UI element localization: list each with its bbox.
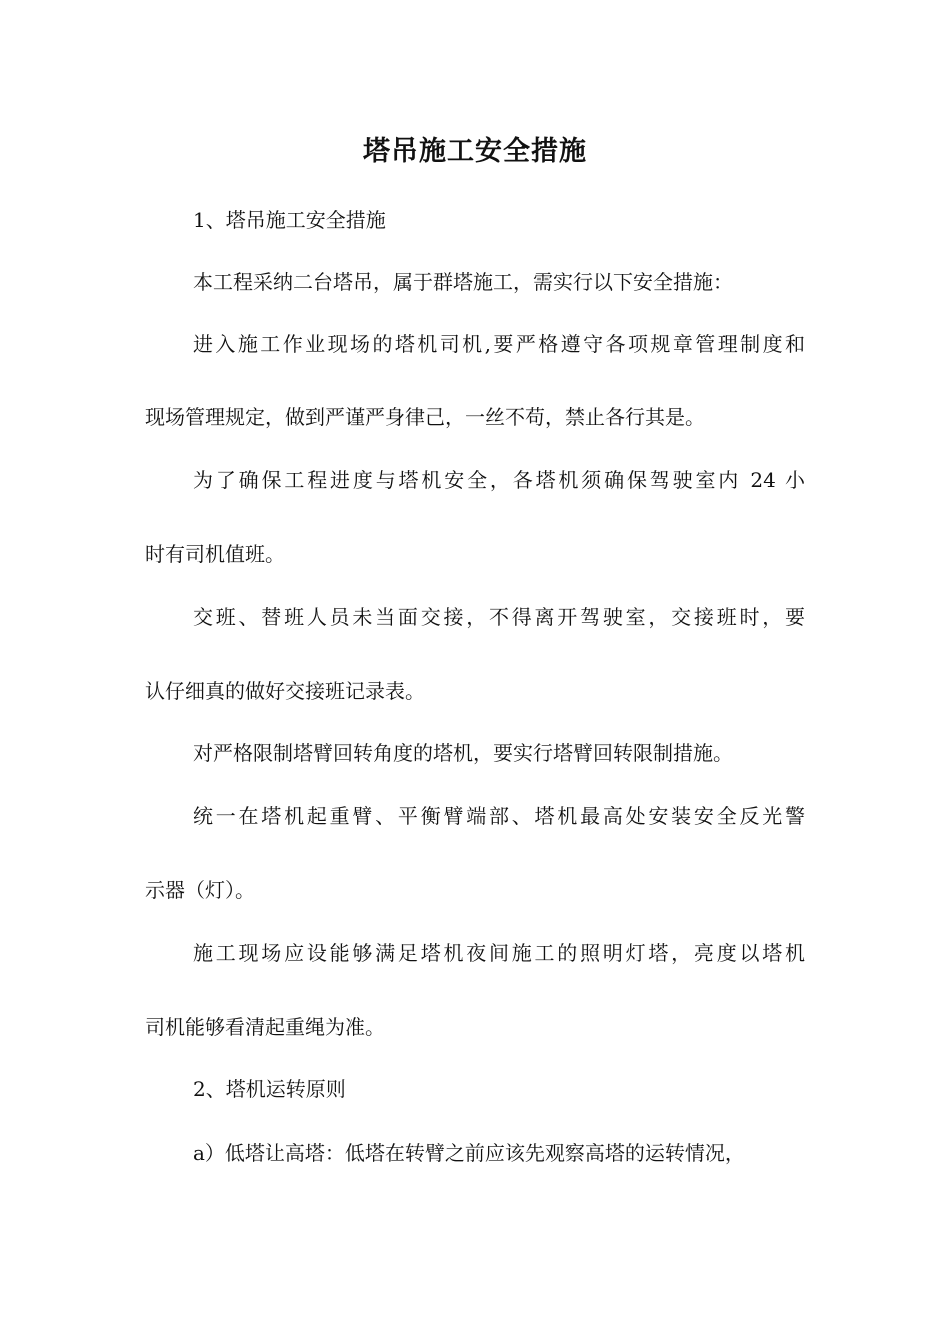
paragraph-line: 时有司机值班。	[145, 542, 285, 566]
section-heading-2: 2、塔机运转原则	[193, 1077, 346, 1101]
document-title: 塔吊施工安全措施	[363, 136, 587, 167]
paragraph-line: 本工程采纳二台塔吊，属于群塔施工，需实行以下安全措施：	[193, 270, 733, 294]
paragraph-line: 对严格限制塔臂回转角度的塔机，要实行塔臂回转限制措施。	[193, 741, 733, 765]
paragraph-line: 统一在塔机起重臂、平衡臂端部、塔机最高处安装安全反光警	[193, 804, 805, 828]
paragraph-line: a）低塔让高塔：低塔在转臂之前应该先观察高塔的运转情况，	[193, 1141, 745, 1165]
paragraph-line: 进入施工作业现场的塔机司机,要严格遵守各项规章管理制度和	[193, 332, 805, 356]
paragraph-line: 施工现场应设能够满足塔机夜间施工的照明灯塔，亮度以塔机	[193, 941, 805, 965]
paragraph-line: 现场管理规定，做到严谨严身律己，一丝不苟，禁止各行其是。	[145, 405, 705, 429]
paragraph-line: 司机能够看清起重绳为准。	[145, 1015, 385, 1039]
paragraph-line: 示器（灯）。	[145, 878, 255, 902]
paragraph-line: 认仔细真的做好交接班记录表。	[145, 679, 425, 703]
paragraph-line: 为了确保工程进度与塔机安全，各塔机须确保驾驶室内 24 小	[193, 468, 805, 492]
section-heading-1: 1、塔吊施工安全措施	[193, 208, 386, 232]
paragraph-line: 交班、替班人员未当面交接，不得离开驾驶室，交接班时，要	[193, 605, 805, 629]
